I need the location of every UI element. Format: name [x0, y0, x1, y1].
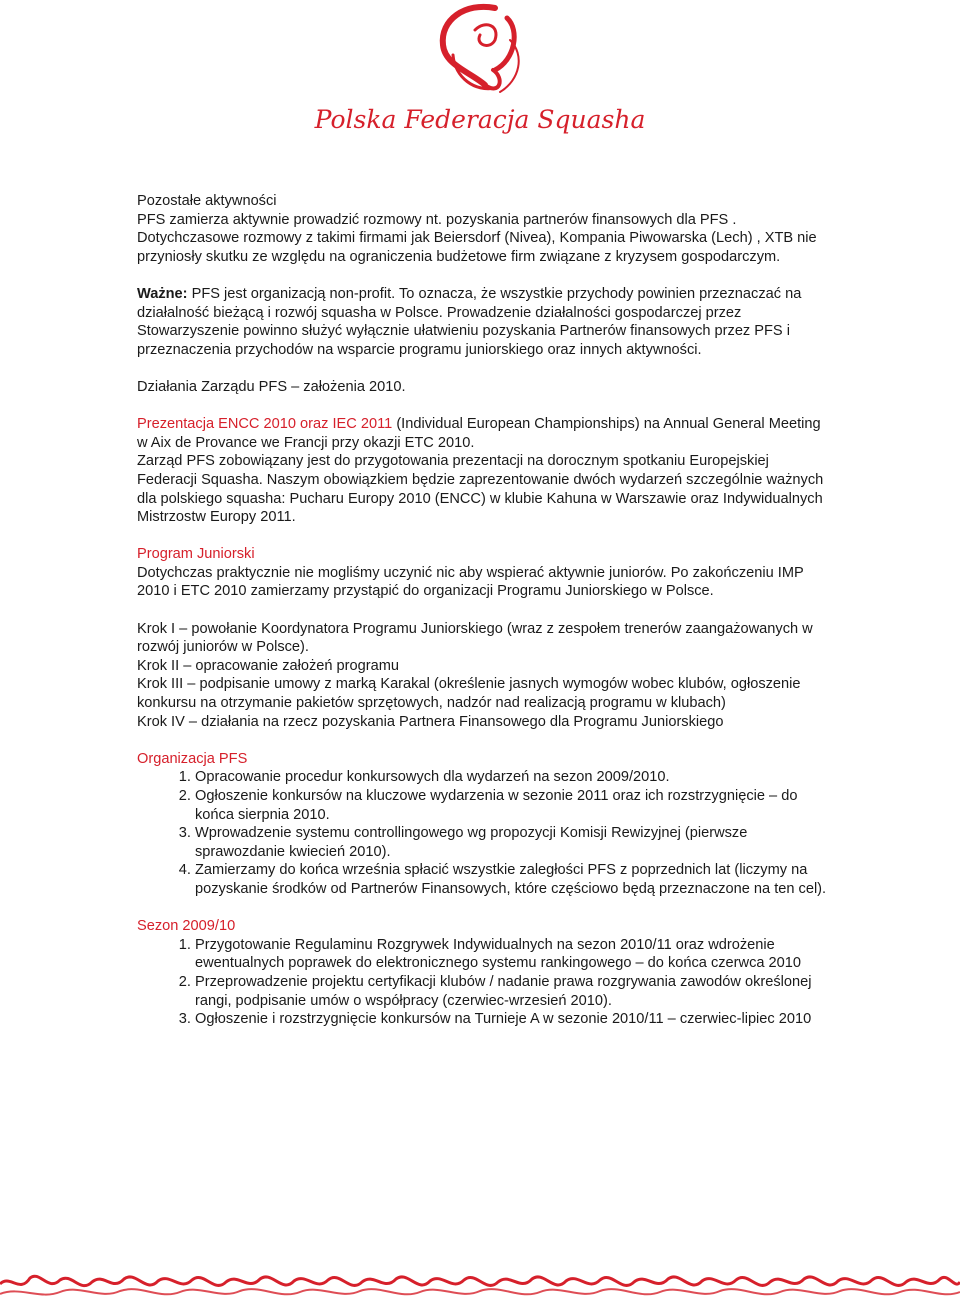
list-item: 3. Ogłoszenie i rozstrzygnięcie konkursów na Turnieje A w sezonie 2010/11 – czerwiec-lipiec 2010 — [195, 1010, 827, 1029]
list-item: 3. Wprowadzenie systemu controllingowego wg propozycji Komisji Rewizyjnej (pierwsze sprawozdanie kwiecień 2010). — [195, 824, 827, 861]
paragraph-important — [137, 285, 827, 359]
important-label: Ważne: — [137, 285, 188, 302]
step-item: Krok IV – działania na rzecz pozyskania Partnera Finansowego dla Programu Juniorskiego — [137, 713, 724, 730]
section-heading-season: Sezon 2009/10 — [137, 918, 236, 935]
encc-heading-rest: (Individual European Championships) na Annual General Meeting w Aix de Provance we Francji przy okazji ETC 2010. — [137, 416, 821, 451]
pfs-emblem-icon — [314, 0, 646, 140]
handwriting-border-icon — [0, 1264, 960, 1309]
org-list — [137, 768, 827, 898]
section-heading-board: Działania Zarządu PFS – założenia 2010. — [137, 378, 406, 395]
step-item: Krok I – powołanie Koordynatora Programu Juniorskiego (wraz z zespołem trenerów zaangażowanych w rozwój juniorów w Polsce). — [137, 620, 813, 656]
important-text: PFS jest organizacją non-profit. To oznacza, że wszystkie przychody powinien przeznaczać na działalność bieżącą i rozwój squasha w Polsce. Prowadzenie działalności gospodarczej przez Stowarzyszenie powinno służyć wyłącznie ułatwieniu pozyskania Partnerów finansowych przez PFS i przeznaczenia przychodów na wsparcie programu juniorskiego oraz innych aktywności. — [137, 285, 802, 358]
section-heading-junior: Program Juniorski — [137, 546, 255, 563]
list-item: 2. Przeprowadzenie projektu certyfikacji klubów / nadanie prawa rozgrywania zawodów określonej rangi, podpisanie umów o współpracy (czerwiec-wrzesień 2010). — [195, 973, 827, 1010]
step-item: Krok II – opracowanie założeń programu — [137, 657, 400, 674]
step-item: Krok III – podpisanie umowy z marką Karakal (określenie jasnych wymogów wobec klubów, ogłoszenie konkursu na otrzymanie pakietów sprzętowych, nadzór nad realizacją programu w klubach) — [137, 676, 801, 712]
list-item: 4. Zamierzamy do końca września spłacić wszystkie zaległości PFS z poprzednich lat (liczymy na pozyskanie środków od Partnerów Finansowych, które częściowo będą przeznaczone na ten cel). — [195, 861, 827, 898]
season-list — [137, 936, 827, 1029]
footer-decoration — [0, 1264, 960, 1309]
section-heading-other: Pozostałe aktywności — [137, 193, 277, 209]
pfs-logo — [314, 0, 646, 140]
paragraph-encc-heading — [137, 415, 827, 452]
encc-heading: Prezentacja ENCC 2010 oraz IEC 2011 — [137, 416, 393, 433]
document-body — [137, 192, 827, 1029]
svg-text:Polska Federacja Squasha: Polska Federacja Squasha — [314, 105, 646, 134]
list-item: 2. Ogłoszenie konkursów na kluczowe wydarzenia w sezonie 2011 oraz ich rozstrzygnięcie – do końca sierpnia 2010. — [195, 787, 827, 824]
list-item: 1. Przygotowanie Regulaminu Rozgrywek Indywidualnych na sezon 2010/11 oraz wdrożenie ewentualnych poprawek do elektronicznego systemu rankingowego – do końca czerwca 2010 — [195, 936, 827, 973]
section-heading-org: Organizacja PFS — [137, 750, 248, 767]
paragraph-junior: Dotychczas praktycznie nie mogliśmy uczynić nic aby wspierać aktywnie juniorów. Po zakończeniu IMP 2010 i ETC 2010 zamierzamy przystąpić do organizacji Programu Juniorskiego w Polsce. — [137, 564, 804, 600]
list-item: 1. Opracowanie procedur konkursowych dla wydarzeń na sezon 2009/2010. — [195, 768, 827, 787]
paragraph-partners: PFS zamierza aktywnie prowadzić rozmowy nt. pozyskania partnerów finansowych dla PFS . Dotychczasowe rozmowy z takimi firmami jak Beiersdorf (Nivea), Kompania Piwowarska (Lech) , XTB nie przyniosły skutku ze względu na ograniczenia budżetowe firm związane z kryzysem gospodarczym. — [137, 211, 817, 265]
paragraph-encc: Zarząd PFS zobowiązany jest do przygotowania prezentacji na dorocznym spotkaniu Europejskiej Federacji Squasha. Naszym obowiązkiem będzie zaprezentowanie dwóch wydarzeń szczególnie ważnych dla polskiego squasha: Pucharu Europy 2010 (ENCC) w klubie Kahuna w Warszawie oraz Indywidualnych Mistrzostw Europy 2011. — [137, 453, 824, 526]
